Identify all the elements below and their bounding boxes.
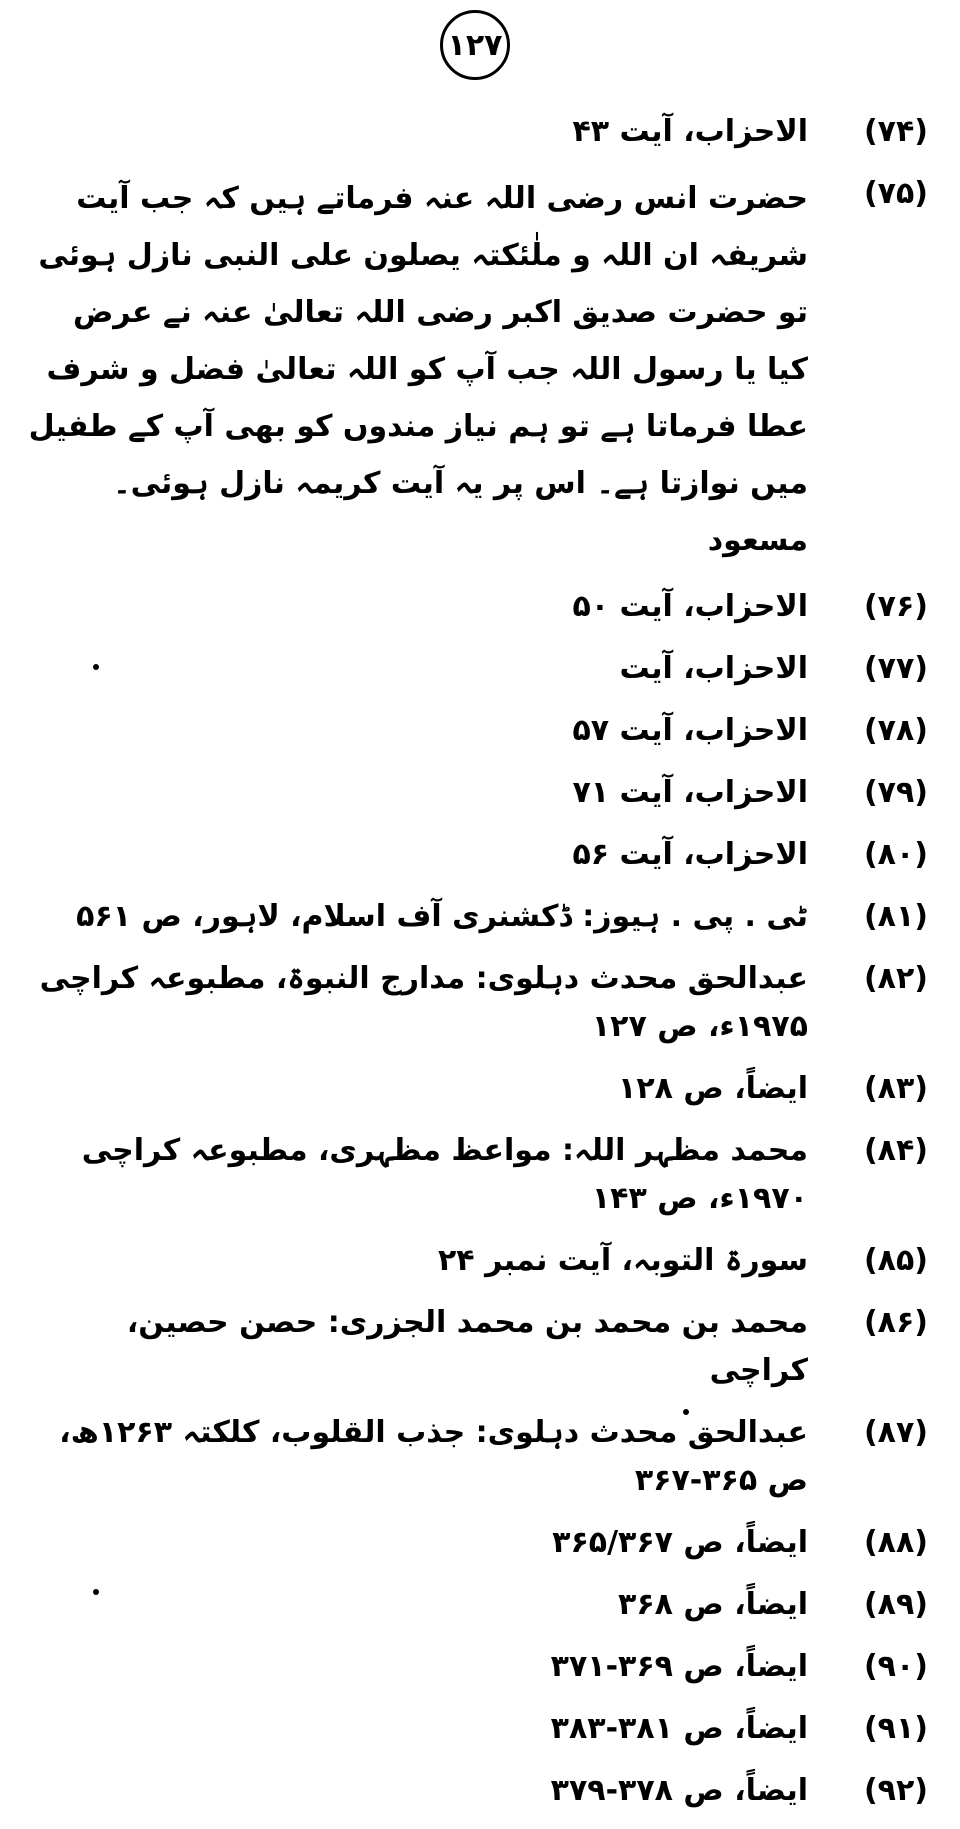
footnote-number: (۸۱) [863, 899, 928, 934]
footnote-number: (۹۲) [863, 1773, 928, 1808]
footnote-text: الاحزاب، آیت ۵۰ [572, 589, 808, 624]
footnote-number: (۸۹) [863, 1587, 928, 1622]
footnote-number: (۸۶) [863, 1305, 928, 1340]
footnote-text: الاحزاب، آیت ۴۳ [572, 114, 808, 149]
footnote-item [28, 1127, 928, 1223]
footnote-item [28, 1409, 928, 1505]
page-number-badge [440, 10, 510, 80]
footnote-number: (۹۱) [863, 1711, 928, 1746]
footnote-number: (۸۰) [863, 837, 928, 872]
footnote-text: ایضاً، ص ۳۷۸-۳۷۹ [550, 1773, 808, 1808]
footnote-number: (۸۸) [863, 1525, 928, 1560]
footnote-item [28, 645, 928, 693]
footnote-number: (۷۶) [863, 589, 928, 624]
footnote-text: ایضاً، ص ۳۸۱-۳۸۳ [550, 1711, 808, 1746]
footnote-text: ایضاً، ص ۳۶۸ [618, 1587, 808, 1622]
footnote-text: الاحزاب، آیت [619, 651, 808, 686]
footnote-number: (۷۸) [863, 713, 928, 748]
footnote-item [28, 831, 928, 879]
footnote-text: الاحزاب، آیت ۵۶ [572, 837, 808, 872]
footnote-text: محمد بن محمد بن محمد الجزری: حصن حصین، کراچی [126, 1305, 808, 1388]
footnote-item [28, 1767, 928, 1815]
footnote-item [28, 583, 928, 631]
footnote-text: الاحزاب، آیت ۵۷ [572, 713, 808, 748]
footnote-text: ایضاً، ص ۱۲۸ [618, 1071, 808, 1106]
footnote-text: عبدالحق محدث دہلوی: جذب القلوب، کلکتہ ۱۲۶۳ھ، ص ۳۶۵-۳۶۷ [59, 1415, 808, 1498]
footnote-item [28, 707, 928, 755]
footnote-text: ٹی . پی . ہیوز: ڈکشنری آف اسلام، لاہور، ص ۵۶۱ [76, 899, 808, 934]
footnote-text: الاحزاب، آیت ۷۱ [572, 775, 808, 810]
footnote-item [28, 1581, 928, 1629]
footnote-number: (۸۵) [863, 1243, 928, 1278]
page-number: ۱۲۷ [447, 27, 503, 63]
footnote-number: (۸۴) [863, 1133, 928, 1168]
footnote-number: (۷۷) [863, 651, 928, 686]
footnote-text: ایضاً، ص ۳۶۹-۳۷۱ [550, 1649, 808, 1684]
scan-speck [683, 1409, 689, 1415]
footnote-number: (۷۵) [863, 176, 928, 211]
footnote-number: (۷۹) [863, 775, 928, 810]
footnote-text: حضرت انس رضی اللہ عنہ فرماتے ہیں کہ جب آیت شریفہ ان اللہ و ملٰئکتہ یصلون علی النبی نازل ہوئی تو حضرت صدیق اکبر رضی اللہ تعالیٰ عنہ نے عرض کیا یا رسول اللہ جب آپ کو اللہ تعالیٰ فضل و شرف عطا فرماتا ہے تو ہم نیاز مندوں کو بھی آپ کے طفیل میں نوازتا ہے۔ اس پر یہ آیت کریمہ نازل ہوئی۔ مسعود [28, 181, 808, 558]
footnote-item [28, 108, 928, 156]
scan-speck [93, 1589, 99, 1595]
footnote-item [28, 1643, 928, 1691]
scan-speck [93, 664, 99, 670]
footnote-number: (۷۴) [863, 114, 928, 149]
footnote-item [28, 1299, 928, 1395]
footnote-item [28, 1705, 928, 1753]
footnote-item [28, 170, 928, 569]
footnote-text: عبدالحق محدث دہلوی: مدارج النبوۃ، مطبوعہ کراچی ۱۹۷۵ء، ص ۱۲۷ [39, 961, 808, 1044]
footnote-text: ایضاً، ص ۳۶۵/۳۶۷ [552, 1525, 808, 1560]
footnote-item [28, 1519, 928, 1567]
footnote-item [28, 1065, 928, 1113]
footnote-item [28, 893, 928, 941]
footnote-number: (۸۳) [863, 1071, 928, 1106]
footnote-list [28, 108, 928, 1829]
footnote-number: (۸۷) [863, 1415, 928, 1450]
footnote-number: (۸۲) [863, 961, 928, 996]
footnote-item [28, 955, 928, 1051]
footnote-number: (۹۰) [863, 1649, 928, 1684]
footnote-text: سورۃ التوبہ، آیت نمبر ۲۴ [438, 1243, 808, 1278]
footnote-item [28, 1237, 928, 1285]
footnote-item [28, 769, 928, 817]
footnote-text: محمد مظہر اللہ: مواعظ مظہری، مطبوعہ کراچی ۱۹۷۰ء، ص ۱۴۳ [81, 1133, 808, 1216]
